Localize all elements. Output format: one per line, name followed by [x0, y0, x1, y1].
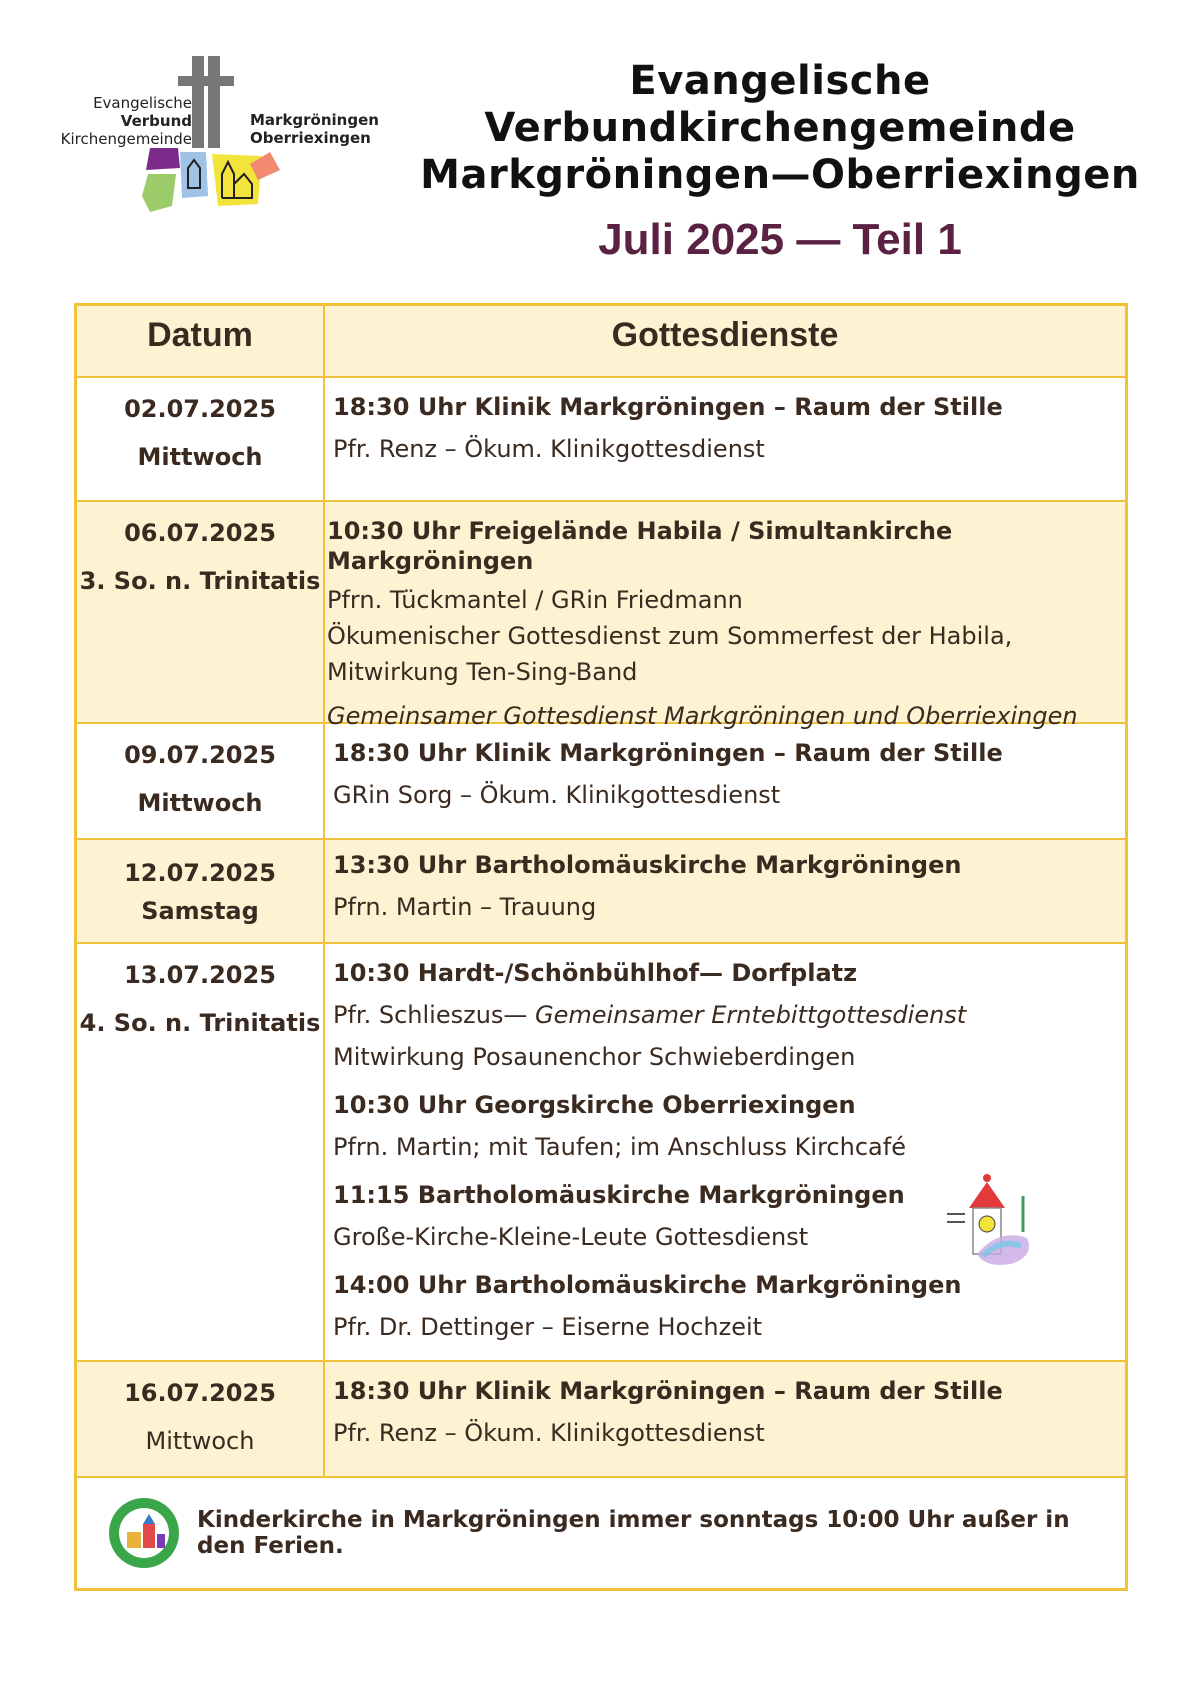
- weekday: 3. So. n. Trinitatis: [79, 567, 321, 595]
- date: 06.07.2025: [124, 519, 276, 547]
- service-detail: Pfr. Renz – Ökum. Klinikgottesdienst: [333, 1419, 765, 1447]
- service-title: 18:30 Uhr Klinik Markgröningen – Raum der Stille: [333, 393, 1003, 421]
- table-row: [77, 1362, 1125, 1478]
- date-cell: [77, 944, 325, 1360]
- date: 02.07.2025: [124, 395, 276, 423]
- header-datum: Datum: [77, 306, 325, 376]
- logo-text-markgroeningen: Markgröningen: [250, 111, 379, 129]
- title-line-3: Markgröningen—Oberriexingen: [420, 152, 1140, 198]
- logo-text-verbund: Verbund: [120, 112, 192, 130]
- kinderkirche-icon: [107, 1496, 181, 1570]
- service-detail: Pfr. Renz – Ökum. Klinikgottesdienst: [333, 435, 765, 463]
- service-cell: [325, 840, 1125, 942]
- service-title: 18:30 Uhr Klinik Markgröningen – Raum der Stille: [333, 739, 1003, 767]
- service-detail: Ökumenischer Gottesdienst zum Sommerfest der Habila,: [327, 622, 1013, 650]
- table-footer-row: [77, 1478, 1125, 1588]
- service-detail: Mitwirkung Posaunenchor Schwieberdingen: [333, 1043, 856, 1071]
- title-line-2: Verbundkirchengemeinde: [484, 105, 1076, 151]
- service-title: 10:30 Uhr Freigelände Habila / Simultankirche Markgröningen: [327, 517, 953, 575]
- service-cell: [325, 1362, 1125, 1476]
- date: 16.07.2025: [124, 1379, 276, 1407]
- date: 12.07.2025: [124, 859, 276, 887]
- services-table: [74, 303, 1128, 1591]
- table-row: [77, 724, 1125, 840]
- service-detail: Pfrn. Martin – Trauung: [333, 893, 597, 921]
- grosse-kirche-kleine-leute-icon: [939, 1172, 1043, 1268]
- service-detail: Pfrn. Martin; mit Taufen; im Anschluss Kirchcafé: [333, 1133, 906, 1161]
- weekday: 4. So. n. Trinitatis: [79, 1009, 321, 1037]
- service-detail: GRin Sorg – Ökum. Klinikgottesdienst: [333, 781, 781, 809]
- logo-text-kirchengemeinde: Kirchengemeinde: [60, 130, 192, 148]
- service-italic-title: Gemeinsamer Erntebittgottesdienst: [535, 1001, 967, 1029]
- table-header-row: [77, 306, 1125, 378]
- service-title: 13:30 Uhr Bartholomäuskirche Markgröningen: [333, 851, 962, 879]
- table-row: [77, 840, 1125, 944]
- date-cell: [77, 378, 325, 500]
- service-detail: Mitwirkung Ten-Sing-Band: [327, 658, 638, 686]
- service-detail: Große-Kirche-Kleine-Leute Gottesdienst: [333, 1223, 809, 1251]
- date-cell: [77, 724, 325, 838]
- service-title: 14:00 Uhr Bartholomäuskirche Markgröningen: [333, 1271, 962, 1299]
- service-cell: [325, 724, 1125, 838]
- table-row: [77, 502, 1125, 730]
- service-detail: Pfr. Dr. Dettinger – Eiserne Hochzeit: [333, 1313, 763, 1341]
- date: 09.07.2025: [124, 741, 276, 769]
- kinderkirche-note: Kinderkirche in Markgröningen immer sonntags 10:00 Uhr außer in den Ferien.: [197, 1507, 1070, 1559]
- service-detail: [333, 1000, 1117, 1030]
- date: 13.07.2025: [124, 961, 276, 989]
- service-title: 18:30 Uhr Klinik Markgröningen – Raum der Stille: [333, 1377, 1003, 1405]
- service-cell: [325, 944, 1125, 1360]
- logo-text-oberriexingen: Oberriexingen: [250, 129, 371, 147]
- table-row: [77, 378, 1125, 502]
- logo-text-evangelische: Evangelische: [93, 94, 192, 112]
- date-cell: [77, 502, 325, 722]
- church-logo: [60, 56, 379, 226]
- service-cell: [325, 378, 1125, 500]
- page-subtitle: Juli 2025 — Teil 1: [598, 215, 962, 264]
- weekday: Mittwoch: [137, 789, 263, 817]
- table-row: [77, 944, 1125, 1362]
- weekday: Samstag: [141, 897, 259, 925]
- service-title: 10:30 Uhr Georgskirche Oberriexingen: [333, 1091, 856, 1119]
- service-cell: [325, 502, 1125, 730]
- service-officiant: Pfr. Schlieszus—: [333, 1001, 536, 1029]
- service-title: 10:30 Hardt-/Schönbühlhof— Dorfplatz: [333, 959, 858, 987]
- header-gottesdienste: Gottesdienste: [611, 316, 839, 354]
- page-title: [420, 58, 1140, 265]
- service-title: 11:15 Bartholomäuskirche Markgröningen: [333, 1181, 905, 1209]
- service-note: Gemeinsamer Gottesdienst Markgröningen und Oberriexingen: [327, 702, 1078, 730]
- service-detail: Pfrn. Tückmantel / GRin Friedmann: [327, 586, 743, 614]
- weekday: Mittwoch: [145, 1427, 255, 1455]
- title-line-1: Evangelische: [629, 58, 931, 104]
- weekday: Mittwoch: [137, 443, 263, 471]
- date-cell: [77, 840, 325, 942]
- date-cell: [77, 1362, 325, 1476]
